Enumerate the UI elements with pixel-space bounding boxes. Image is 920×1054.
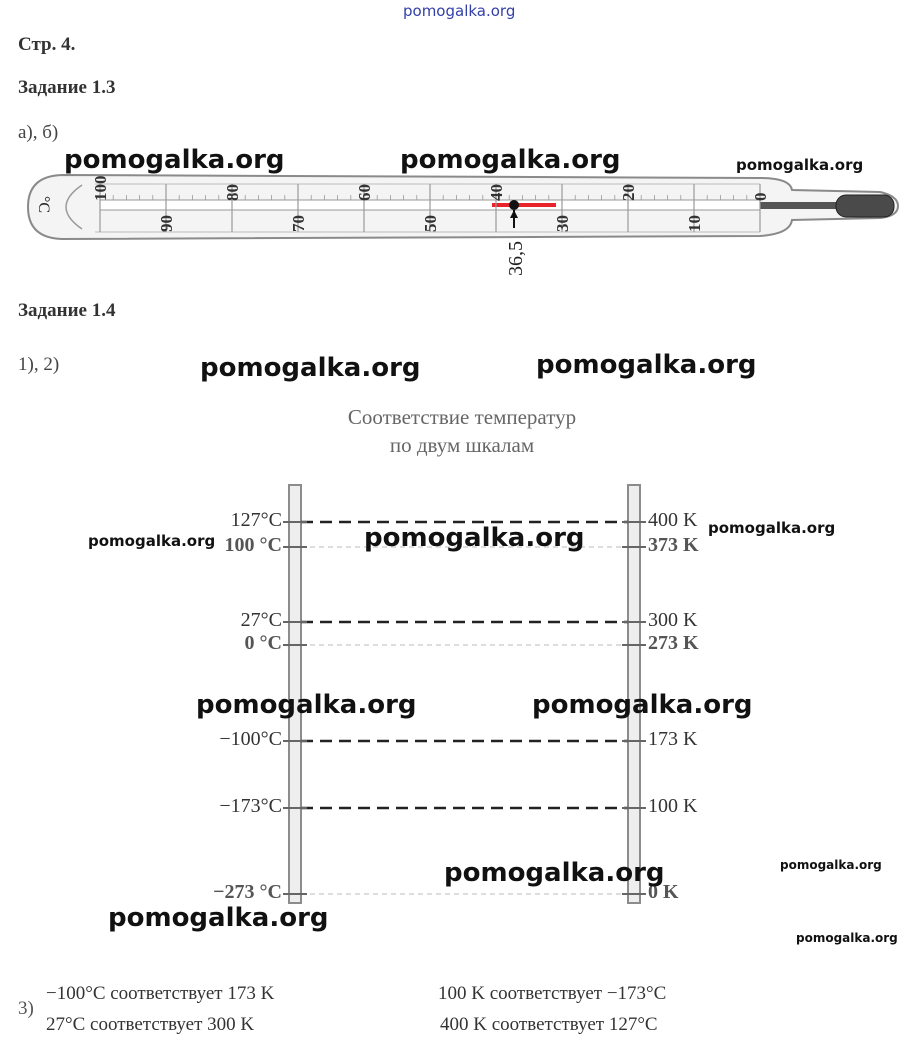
thermometer-bottom-tick-label: 30 [553, 215, 572, 232]
celsius-label: 27°C [240, 609, 282, 631]
kelvin-label: 373 K [648, 534, 699, 556]
task-1-4-title: Задание 1.4 [18, 300, 116, 321]
watermark: pomogalka.org [532, 690, 753, 720]
diagram-title-line-1: Соответствие температур [347, 405, 577, 429]
watermark: pomogalka.org [536, 350, 757, 380]
diagram-title-line-2: по двум шкалам [389, 433, 535, 457]
watermark: pomogalka.org [64, 145, 285, 175]
celsius-label: −273 °C [213, 881, 282, 903]
watermark: pomogalka.org [780, 858, 882, 872]
watermark: pomogalka.org [736, 156, 864, 174]
kelvin-label: 173 K [648, 728, 698, 750]
thermometer-top-tick-label: 100 [91, 175, 110, 201]
kelvin-label: 0 K [648, 881, 679, 903]
task-1-3-title: Задание 1.3 [18, 77, 116, 98]
thermometer-bottom-tick-label: 70 [289, 215, 308, 232]
task-1-4-part: 1), 2) [18, 354, 60, 375]
watermark: pomogalka.org [796, 931, 898, 945]
kelvin-label: 100 K [648, 795, 698, 817]
answers-label: 3) [18, 998, 34, 1019]
kelvin-label: 300 K [648, 609, 698, 631]
page-reference: Стр. 4. [18, 34, 76, 55]
celsius-label: −100°C [219, 728, 282, 750]
thermometer-top-tick-label: 0 [751, 192, 770, 201]
kelvin-label: 400 K [648, 509, 698, 531]
celsius-label: 100 °C [224, 534, 282, 556]
kelvin-label: 273 K [648, 632, 699, 654]
watermark: pomogalka.org [364, 523, 585, 553]
thermometer-top-tick-label: 80 [223, 184, 242, 201]
watermark: pomogalka.org [708, 519, 836, 537]
task-1-3-part: а), б) [18, 122, 59, 143]
answer-left-1: −100°C соответствует 173 K [46, 983, 275, 1004]
watermark: pomogalka.org [88, 532, 216, 550]
thermometer-unit-label: °C [35, 196, 52, 214]
watermark: pomogalka.org [108, 903, 329, 933]
thermometer-top-tick-label: 20 [619, 184, 638, 201]
thermometer-top-tick-label: 40 [487, 184, 506, 201]
thermometer-reading-label: 36,5 [505, 241, 527, 276]
celsius-label: 0 °C [244, 632, 282, 654]
celsius-label: 127°C [230, 509, 282, 531]
thermometer-bottom-tick-label: 10 [685, 215, 704, 232]
site-link[interactable]: pomogalka.org [403, 2, 516, 20]
watermark: pomogalka.org [196, 690, 417, 720]
celsius-label: −173°C [219, 795, 282, 817]
thermometer-bottom-tick-label: 90 [157, 215, 176, 232]
answer-left-2: 27°C соответствует 300 K [46, 1014, 255, 1035]
answer-right-2: 400 K соответствует 127°C [440, 1014, 658, 1035]
watermark: pomogalka.org [200, 353, 421, 383]
thermometer-bottom-tick-label: 50 [421, 215, 440, 232]
answer-right-1: 100 K соответствует −173°C [438, 983, 667, 1004]
thermometer-top-tick-label: 60 [355, 184, 374, 201]
watermark: pomogalka.org [444, 858, 665, 888]
watermark: pomogalka.org [400, 145, 621, 175]
